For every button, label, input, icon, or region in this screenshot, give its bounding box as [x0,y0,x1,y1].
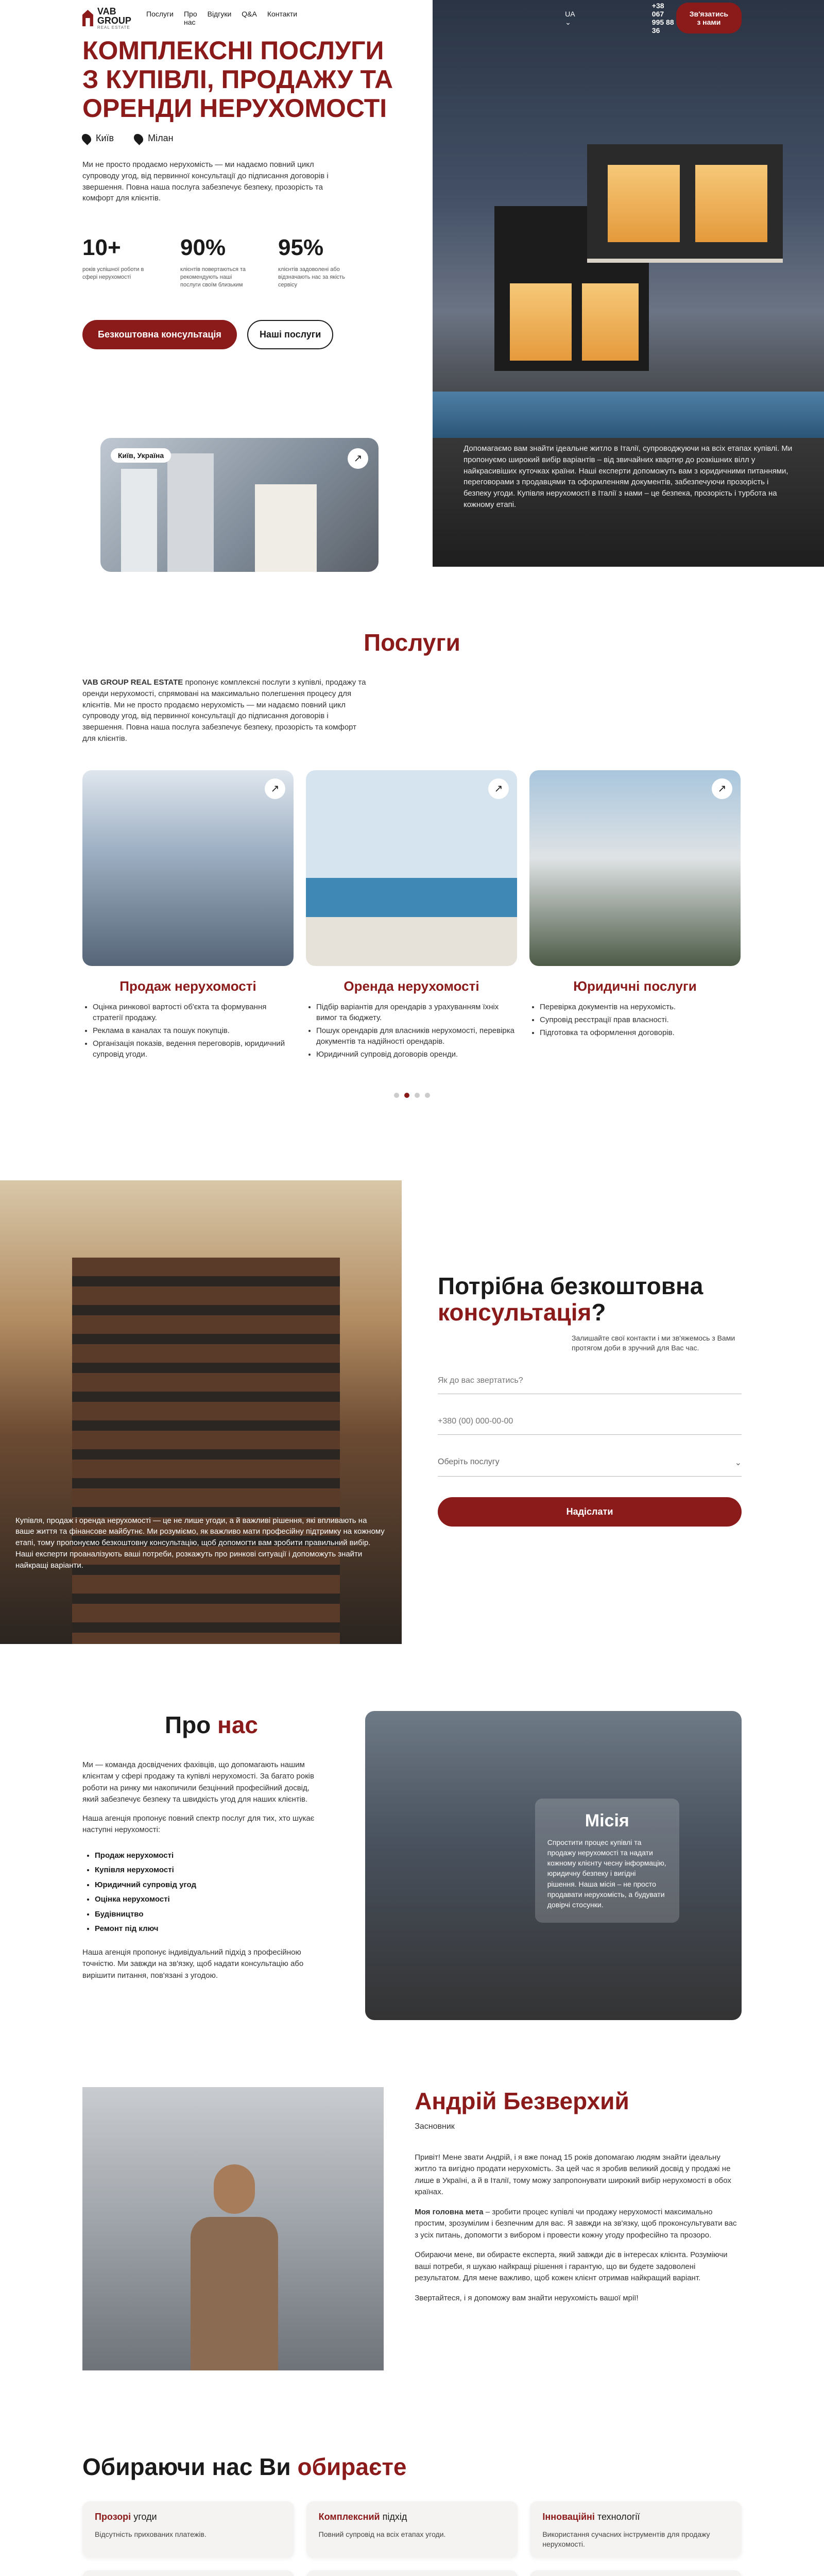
chevron-down-icon: ⌄ [734,1458,742,1467]
hero-locations [82,133,402,144]
about-list-item: • Юридичний супровід угод [95,1878,324,1893]
advantage-desc: Відсутність прихованих платежів. [95,2530,207,2538]
service-point: • Реклама в каналах та пошук покупців. [93,1025,294,1036]
service-point: • Оцінка ринкової вартості об'єкта та формування стратегії продажу. [93,1002,294,1023]
about-list-item: • Оцінка нерухомості [95,1892,324,1907]
logo-subtext: REAL ESTATE [97,25,130,30]
arrow-up-right-icon[interactable]: ↗ [348,448,368,469]
hero-caption: Допомагаємо вам знайти ідеальне житло в Італії, супроводжуючи на всіх етапах купівлі. Ми пропонуємо широкий вибір варіантів – від звичайних квартир до розкішних вілл у найкрасивіших куточках країни. Наші експерти допоможуть вам з юридичними питаннями, переговорами з продавцями та оформленням документів, забезпечуючи прозорість і безпеку угоди. Купівля нерухомості в Італії з нами – це безпека, прозорість і турбота на кожному етапі. [464,444,793,509]
founder-content [415,2087,742,2370]
service-point: • Супровід реєстрації прав власності. [540,1014,741,1025]
hero-location-card[interactable] [100,438,379,572]
consultation-caption: Купівля, продаж і оренда нерухомості — це не лише угоди, а й важливі рішення, які впливають на ваше життя та фінансове майбутнє. Ми розуміємо, як важливо мати професійну підтримку на кожному етапі, тому пропонуємо безкоштовну консультацію, щоб допомогти вам зробити правильний вибір. Наші експерти проаналізують ваші потреби, розкажуть про ринкові ситуації і допоможуть знайти найкращі варіанти. [15,1516,385,1570]
about-list [82,1849,324,1937]
about-list-item: • Купівля нерухомості [95,1863,324,1878]
location-label: Київ [96,133,114,143]
logo-text: VAB GROUP [97,6,131,26]
consultation-subtitle: Залишайте свої контакти і ми зв'яжемось з Вами протягом доби в зручний для Вас час. [572,1333,735,1352]
service-card-rent[interactable] [306,770,517,1062]
stat-number: 10+ [82,235,121,260]
building-image [72,1258,340,1644]
about-list-item: • Будівництво [95,1907,324,1922]
founder-section [0,2020,824,2370]
service-point: • Юридичний супровід договорів оренди. [316,1049,517,1060]
mission-title: Місія [585,1810,629,1831]
carousel-dots [82,1093,742,1098]
title-part: Обираючи нас Ви [82,2453,298,2480]
founder-paragraph: Привіт! Мене звати Андрій, і я вже понад 15 років допомагаю людям знайти ідеальну житло та вигідно продати нерухомість. За цей час я зробив великий досвід у продажі не лише в Україні, а й в Італії, тому можу запропонувати широкий вибір нерухомості в обох країнах. [415,2153,731,2196]
language-switch[interactable] [565,10,575,27]
founder-text: – зробити процес купівлі чи продажу нерухомості максимально простим, зрозумілим і безпечним для вас. Я завжди на зв'язку, щоб проконсультувати вас з усіх питань, допомогти з вибором і провести кожну угоду професійно та прозоро. [415,2207,737,2240]
advantage-card [306,2570,518,2576]
advantage-title [319,2512,506,2522]
founder-paragraph: Звертайтеся, і я допоможу вам знайти нерухомість вашої мрії! [415,2293,639,2302]
title-accent: нас [217,1711,258,1738]
main-nav [146,10,297,26]
service-point: • Підбір варіантів для орендарів з урахуванням їхніх вимог та бюджету. [316,1002,517,1023]
advantage-desc: Використання сучасних інструментів для продажу нерухомості. [542,2530,710,2549]
nav-about[interactable]: Про нас [183,10,197,26]
hero-buttons [82,320,402,349]
phone-input[interactable] [438,1409,742,1435]
carousel-dot[interactable] [425,1093,430,1098]
service-select[interactable] [438,1449,742,1477]
consultation-image [0,1180,402,1644]
founder-bio [415,2152,742,2304]
carousel-dot[interactable] [415,1093,420,1098]
why-us-title [82,2453,742,2481]
about-list-item: • Ремонт під ключ [95,1922,324,1937]
advantage-title-accent: Прозорі [95,2511,131,2522]
pin-icon [80,132,93,145]
title-part: ? [591,1299,606,1326]
about-text: Наша агенція пропонує індивідуальний підхід з професійною точністю. Ми завжди на зв'язку, щоб надати консультацію або вирішити питання, пов'язані з угодою. [82,1947,304,1980]
location-milan [134,133,173,144]
founder-photo [82,2087,384,2370]
stat-label: клієнтів задоволені або відзначають нас за якість сервісу [278,266,345,288]
building-image [121,469,157,572]
stat-label: клієнтів повертаються та рекомендують наші послуги своїм близьким [180,266,246,288]
our-services-button[interactable]: Наші послуги [247,320,333,349]
service-points [529,1002,741,1038]
founder-role: Засновник [415,2122,455,2131]
person-image [191,2164,278,2370]
stat-label: років успішної роботи в сфері нерухомості [82,266,144,280]
title-part: Потрібна безкоштовна [438,1272,703,1299]
why-us-section [0,2370,824,2576]
hero-image [433,0,824,567]
title-accent: обираєте [297,2453,407,2480]
service-image [82,770,294,966]
services-title: Послуги [364,629,460,656]
service-point: • Підготовка та оформлення договорів. [540,1027,741,1038]
header-phone[interactable]: +38 067 995 88 36 [651,2,674,35]
advantage-card [306,2501,518,2558]
name-input[interactable] [438,1368,742,1394]
service-point: • Організація показів, ведення переговорів, юридичний супровід угоди. [93,1038,294,1060]
carousel-dot-active[interactable] [404,1093,409,1098]
service-points [306,1002,517,1060]
logo[interactable] [82,7,136,30]
about-content [82,1711,324,2020]
pin-icon [132,132,145,145]
stat-item [278,235,345,289]
stat-item [82,235,149,289]
services-carousel [82,770,742,1062]
founder-paragraph [415,2207,742,2242]
site-header [0,0,824,36]
founder-emphasis: Моя головна мета [415,2207,484,2216]
building-image [167,453,214,572]
advantages-grid [82,2501,742,2576]
arrow-up-right-icon[interactable]: ↗ [265,778,285,799]
services-intro [82,677,371,744]
stat-item [180,235,247,289]
service-name: Юридичні послуги [573,978,697,994]
mission-text: Спростити процес купівлі та продажу нерухомості та надати кожному клієнту чесну інформацію, юридичну безпеку і вигідні рішення. Наша місія – не просто продавати нерухомість, а будувати довірчі стосунки. [547,1838,666,1909]
advantage-title [542,2512,729,2522]
chevron-down-icon: ⌄ [565,18,571,26]
hero-content [82,36,402,349]
select-placeholder: Оберіть послугу [438,1457,500,1466]
consultation-section [0,1180,824,1644]
advantage-title-rest: підхід [380,2511,407,2522]
location-tag: Київ, Україна [111,448,171,463]
about-title [165,1711,324,1739]
about-text: Ми — команда досвідчених фахівців, що допомагають нашим клієнтам у сфері продажу та купівлі нерухомості. За багато років роботи на ринку ми накопичили безцінний професійний досвід, який забезпечує безпеку та швидкість угод для наших клієнтів. [82,1760,314,1804]
service-point: • Перевірка документів на нерухомість. [540,1002,741,1012]
pool-image [433,392,824,438]
advantage-title-rest: технології [594,2511,640,2522]
service-name: Оренда нерухомості [344,978,479,994]
about-text: Наша агенція пропонує повний спектр послуг для тих, хто шукає наступні нерухомості: [82,1814,315,1834]
about-section [0,1644,824,2020]
contact-us-button[interactable]: Зв'язатись з нами [676,3,742,33]
location-kyiv [82,133,114,144]
mission-card [535,1799,679,1923]
language-label: UA [565,9,575,18]
advantage-card [530,2570,742,2576]
advantage-card [82,2501,294,2558]
service-name: Продаж нерухомості [119,978,256,994]
title-part: Про [165,1711,218,1738]
stats [82,235,402,289]
hero-description: Ми не просто продаємо нерухомість — ми надаємо повний цикл супроводу угод, від первинної консультації до підписання договорів і звершення. Повна наша послуга забезпечує безпеку, прозорість та комфорт для клієнтів. [82,160,329,203]
about-list-item: • Продаж нерухомості [95,1849,324,1863]
founder-paragraph: Обираючи мене, ви обираєте експерта, який завжди діє в інтересах клієнта. Розуміючи ваші потреби, я шукаю найкращі рішення і гарантую, що ви будете задоволені результатом. Для мене важливо, щоб кожен клієнт отримав найкращий варіант. [415,2250,728,2282]
submit-button[interactable]: Надіслати [438,1497,742,1527]
advantage-desc: Повний супровід на всіх етапах угоди. [318,2530,446,2538]
service-card-sale[interactable] [82,770,294,1062]
service-card-legal[interactable] [529,770,741,1062]
services-section [0,567,824,1149]
brand-name: VAB GROUP REAL ESTATE [82,678,183,687]
location-label: Мілан [148,133,174,143]
hero-section [0,0,824,567]
building-image [255,484,317,572]
nav-contacts[interactable]: Контакти [267,10,298,18]
stat-number: 90% [180,235,226,260]
services-intro-text: пропонує комплексні послуги з купівлі, продажу та оренди нерухомості, спрямовані на максимально полегшення процесу для клієнтів. Ми не просто продаємо нерухомість — ми надаємо повний цикл супроводу угод, від первинної консультації до підписання договорів і звершення. Повна наша послуга забезпечує безпеку, прозорість та комфорт для клієнтів. [82,678,366,743]
consultation-form [438,1273,742,1527]
advantage-title [95,2512,282,2522]
mission-image [365,1711,742,2020]
service-image [529,770,741,966]
nav-services[interactable]: Послуги [146,10,174,18]
stat-number: 95% [278,235,324,260]
arrow-up-right-icon[interactable]: ↗ [712,778,732,799]
service-point: • Пошук орендарів для власників нерухомості, перевірка документів та надійності орендарів. [316,1025,517,1047]
advantage-title-rest: угоди [131,2511,157,2522]
hero-title: КОМПЛЕКСНІ ПОСЛУГИ З КУПІВЛІ, ПРОДАЖУ ТА ОРЕНДИ НЕРУХОМОСТІ [82,36,393,123]
free-consultation-button[interactable]: Безкоштовна консультація [82,320,237,349]
arrow-up-right-icon[interactable]: ↗ [488,778,509,799]
title-accent: консультація [438,1299,592,1326]
villa-image [494,144,783,371]
advantage-title-accent: Комплексний [318,2511,380,2522]
logo-icon [82,10,93,26]
founder-name: Андрій Безверхий [415,2087,629,2114]
carousel-dot[interactable] [394,1093,399,1098]
consultation-title [438,1273,742,1326]
advantage-card [82,2570,294,2576]
advantage-title-accent: Інноваційні [542,2511,595,2522]
nav-faq[interactable]: Q&A [242,10,257,18]
service-points [82,1002,294,1060]
advantage-card [530,2501,742,2558]
nav-reviews[interactable]: Відгуки [207,10,232,18]
service-image [306,770,517,966]
